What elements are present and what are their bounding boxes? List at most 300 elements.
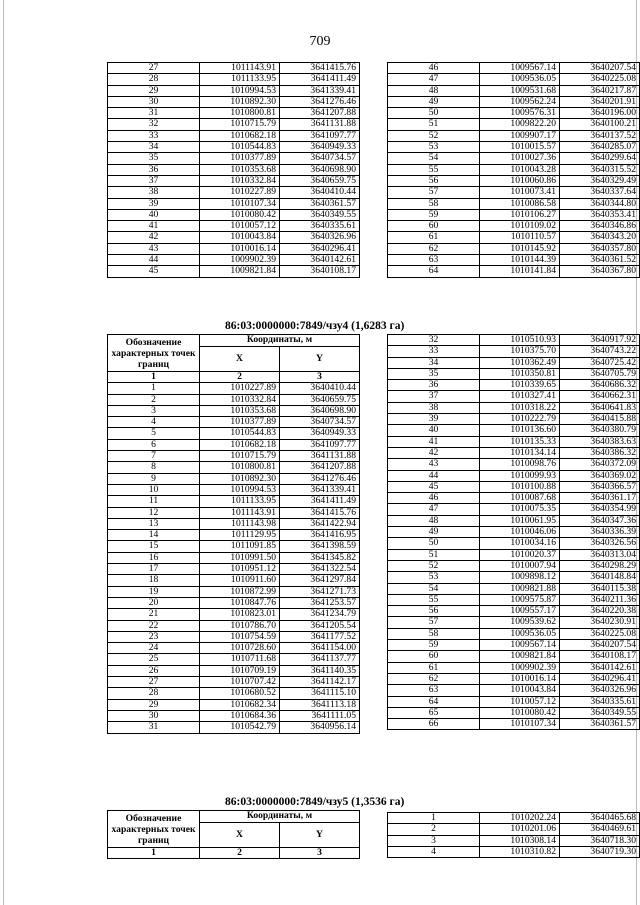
table-row (388, 85, 640, 96)
table-row (108, 383, 360, 394)
coord-x: 1010951.12 (200, 564, 280, 575)
table-row (108, 221, 360, 232)
point-number: 21 (108, 609, 200, 620)
coord-x: 1010332.84 (200, 175, 280, 186)
coord-y: 3641154.00 (280, 643, 360, 654)
point-number: 14 (108, 530, 200, 541)
point-number: 36 (108, 164, 200, 175)
point-number: 20 (108, 597, 200, 608)
point-number: 62 (388, 673, 480, 684)
table-row (388, 617, 640, 628)
coord-x: 1009907.17 (480, 130, 560, 141)
coord-y: 3641097.77 (280, 130, 360, 141)
point-number: 58 (388, 628, 480, 639)
point-number: 47 (388, 504, 480, 515)
coord-x: 1010510.93 (480, 335, 560, 346)
coord-x: 1010707.42 (200, 677, 280, 688)
table-row (108, 108, 360, 119)
coord-x: 1009536.05 (480, 74, 560, 85)
coord-y: 3640410.44 (280, 383, 360, 394)
point-number: 52 (388, 560, 480, 571)
coord-y: 3640196.00 (560, 108, 640, 119)
table-row (388, 527, 640, 538)
table-row (108, 609, 360, 620)
table-row (388, 515, 640, 526)
coord-x: 1010110.57 (480, 232, 560, 243)
table-row (388, 707, 640, 718)
coord-x: 1010043.84 (480, 685, 560, 696)
coord-x: 1009821.88 (480, 583, 560, 594)
point-number: 33 (388, 346, 480, 357)
coord-x: 1010144.39 (480, 255, 560, 266)
coord-x: 1010080.42 (480, 707, 560, 718)
table-row (388, 583, 640, 594)
coord-y: 3640361.17 (560, 493, 640, 504)
coord-x: 1010202.24 (480, 813, 560, 824)
coord-y: 3641140.35 (280, 665, 360, 676)
header-point-label: Обозначение характерных точек границ (108, 811, 200, 848)
coord-y: 3640698.90 (280, 405, 360, 416)
coord-x: 1010034.16 (480, 538, 560, 549)
table-row (388, 96, 640, 107)
point-number: 16 (108, 552, 200, 563)
point-number: 32 (388, 335, 480, 346)
point-number: 30 (108, 710, 200, 721)
coord-x: 1010007.94 (480, 560, 560, 571)
coord-y: 3640335.61 (560, 696, 640, 707)
point-number: 42 (108, 232, 200, 243)
coord-y: 3640137.52 (560, 130, 640, 141)
coord-x: 1010046.06 (480, 527, 560, 538)
coord-x: 1010100.88 (480, 481, 560, 492)
coord-y: 3640372.09 (560, 459, 640, 470)
point-number: 55 (388, 164, 480, 175)
coord-y: 3640201.91 (560, 96, 640, 107)
coord-y: 3641207.88 (280, 108, 360, 119)
coord-y: 3640211.36 (560, 594, 640, 605)
point-number: 18 (108, 575, 200, 586)
coord-y: 3640366.57 (560, 481, 640, 492)
coord-x: 1010107.34 (200, 198, 280, 209)
coord-y: 3640326.96 (280, 232, 360, 243)
table-row (108, 266, 360, 277)
coord-x: 1010711.68 (200, 654, 280, 665)
coord-x: 1009822.20 (480, 119, 560, 130)
coord-x: 1010375.70 (480, 346, 560, 357)
coordinates-table-continued-right (387, 62, 640, 278)
coord-x: 1010098.76 (480, 459, 560, 470)
coord-x: 1010377.89 (200, 417, 280, 428)
point-number: 40 (388, 425, 480, 436)
point-number: 37 (388, 391, 480, 402)
coord-x: 1010684.36 (200, 710, 280, 721)
coord-x: 1010318.22 (480, 402, 560, 413)
table-row (108, 552, 360, 563)
point-number: 2 (108, 394, 200, 405)
coord-y: 3641416.95 (280, 530, 360, 541)
point-number: 62 (388, 243, 480, 254)
coord-y: 3640100.21 (560, 119, 640, 130)
point-number: 48 (388, 515, 480, 526)
coord-y: 3640313.04 (560, 549, 640, 560)
point-number: 30 (108, 96, 200, 107)
coord-y: 3641177.52 (280, 631, 360, 642)
point-number: 51 (388, 119, 480, 130)
coord-x: 1010136.60 (480, 425, 560, 436)
coord-x: 1010016.14 (200, 243, 280, 254)
table-row (108, 654, 360, 665)
point-number: 8 (108, 462, 200, 473)
coord-y: 3640326.56 (560, 538, 640, 549)
table-row (388, 402, 640, 413)
table-row (388, 447, 640, 458)
coord-x: 1010075.35 (480, 504, 560, 515)
point-number: 35 (388, 368, 480, 379)
point-number: 1 (108, 383, 200, 394)
table-row (108, 209, 360, 220)
coord-y: 3640734.57 (280, 417, 360, 428)
point-number: 3 (388, 835, 480, 846)
table-row (108, 153, 360, 164)
point-number: 46 (388, 493, 480, 504)
point-number: 50 (388, 108, 480, 119)
coord-y: 3640225.08 (560, 628, 640, 639)
coord-x: 1010106.27 (480, 209, 560, 220)
header-num-1: 1 (108, 372, 200, 383)
coord-x: 1011091.85 (200, 541, 280, 552)
point-number: 10 (108, 484, 200, 495)
coord-y: 3640949.33 (280, 428, 360, 439)
point-number: 35 (108, 153, 200, 164)
point-number: 64 (388, 266, 480, 277)
table-row (108, 597, 360, 608)
coord-y: 3641276.46 (280, 96, 360, 107)
point-number: 51 (388, 549, 480, 560)
table-row (108, 85, 360, 96)
coord-x: 1010135.33 (480, 436, 560, 447)
header-x: X (200, 346, 280, 371)
coord-x: 1010308.14 (480, 835, 560, 846)
table-row (388, 187, 640, 198)
header-y: Y (280, 822, 360, 847)
point-number: 26 (108, 665, 200, 676)
coord-x: 1011133.95 (200, 496, 280, 507)
point-number: 22 (108, 620, 200, 631)
coord-y: 3640108.17 (280, 266, 360, 277)
coord-y: 3640349.55 (560, 707, 640, 718)
point-number: 43 (108, 243, 200, 254)
header-point-label: Обозначение характерных точек границ (108, 335, 200, 372)
coord-x: 1010057.12 (200, 221, 280, 232)
point-number: 63 (388, 255, 480, 266)
coord-y: 3640336.39 (560, 527, 640, 538)
table-row (108, 142, 360, 153)
table-row (388, 846, 640, 857)
coord-y: 3640917.92 (560, 335, 640, 346)
coord-x: 1010872.99 (200, 586, 280, 597)
coord-y: 3640465.68 (560, 813, 640, 824)
table-row (388, 504, 640, 515)
coord-y: 3641339.41 (280, 484, 360, 495)
coord-y: 3640337.64 (560, 187, 640, 198)
point-number: 63 (388, 685, 480, 696)
coord-x: 1011129.95 (200, 530, 280, 541)
coord-y: 3641207.88 (280, 462, 360, 473)
coord-y: 3640298.29 (560, 560, 640, 571)
coord-x: 1009902.39 (200, 255, 280, 266)
coord-x: 1009539.62 (480, 617, 560, 628)
coord-y: 3640354.99 (560, 504, 640, 515)
table-row (388, 368, 640, 379)
coord-x: 1010222.79 (480, 414, 560, 425)
point-number: 1 (388, 813, 480, 824)
table-row (388, 813, 640, 824)
table-row (388, 835, 640, 846)
table-row (388, 243, 640, 254)
coord-x: 1010353.68 (200, 405, 280, 416)
point-number: 34 (108, 142, 200, 153)
coord-x: 1009898.12 (480, 572, 560, 583)
table-row (388, 538, 640, 549)
table-row (388, 175, 640, 186)
table-row (388, 198, 640, 209)
coord-y: 3640335.61 (280, 221, 360, 232)
coord-x: 1011133.95 (200, 74, 280, 85)
coord-x: 1010544.83 (200, 428, 280, 439)
coord-y: 3640207.54 (560, 640, 640, 651)
table-row (388, 232, 640, 243)
point-number: 33 (108, 130, 200, 141)
coord-y: 3641113.18 (280, 699, 360, 710)
table-row (108, 130, 360, 141)
table-row (388, 335, 640, 346)
point-number: 46 (388, 63, 480, 74)
point-number: 36 (388, 380, 480, 391)
table-row (108, 451, 360, 462)
coord-y: 3640380.79 (560, 425, 640, 436)
point-number: 7 (108, 451, 200, 462)
coord-x: 1009567.14 (480, 640, 560, 651)
coord-x: 1010020.37 (480, 549, 560, 560)
point-number: 54 (388, 153, 480, 164)
coord-x: 1010060.86 (480, 175, 560, 186)
coord-x: 1010680.52 (200, 688, 280, 699)
coord-x: 1010043.28 (480, 164, 560, 175)
coord-y: 3641205.54 (280, 620, 360, 631)
point-number: 37 (108, 175, 200, 186)
table-row (108, 643, 360, 654)
coord-y: 3640361.57 (560, 719, 640, 730)
table-row (388, 142, 640, 153)
point-number: 59 (388, 209, 480, 220)
coord-x: 1009576.31 (480, 108, 560, 119)
coord-x: 1010227.89 (200, 187, 280, 198)
coord-y: 3641415.76 (280, 63, 360, 74)
table-row (388, 425, 640, 436)
table-row (108, 722, 360, 733)
table-row (108, 164, 360, 175)
coord-x: 1010800.81 (200, 108, 280, 119)
table-row (388, 459, 640, 470)
coord-y: 3640662.31 (560, 391, 640, 402)
point-number: 25 (108, 654, 200, 665)
coord-y: 3641411.49 (280, 496, 360, 507)
table-row (388, 153, 640, 164)
coord-y: 3640220.38 (560, 606, 640, 617)
point-number: 61 (388, 232, 480, 243)
point-number: 27 (108, 63, 200, 74)
table-row (108, 699, 360, 710)
point-number: 58 (388, 198, 480, 209)
coord-x: 1009562.24 (480, 96, 560, 107)
table-row (388, 824, 640, 835)
coord-x: 1010892.30 (200, 473, 280, 484)
table-row (108, 96, 360, 107)
point-number: 52 (388, 130, 480, 141)
coord-x: 1009557.17 (480, 606, 560, 617)
table-row (388, 119, 640, 130)
point-number: 4 (108, 417, 200, 428)
coord-y: 3640142.61 (280, 255, 360, 266)
point-number: 42 (388, 447, 480, 458)
table-row (388, 572, 640, 583)
coord-x: 1010544.83 (200, 142, 280, 153)
point-number: 40 (108, 209, 200, 220)
point-number: 60 (388, 221, 480, 232)
coord-y: 3640410.44 (280, 187, 360, 198)
table-row (388, 255, 640, 266)
table-row (388, 164, 640, 175)
table-row (388, 685, 640, 696)
point-number: 44 (388, 470, 480, 481)
table-row (388, 391, 640, 402)
coord-y: 3640415.88 (560, 414, 640, 425)
coord-x: 1010377.89 (200, 153, 280, 164)
point-number: 41 (388, 436, 480, 447)
coord-y: 3640299.64 (560, 153, 640, 164)
point-number: 39 (108, 198, 200, 209)
coord-y: 3640217.87 (560, 85, 640, 96)
coord-x: 1011143.91 (200, 63, 280, 74)
coord-y: 3640344.80 (560, 198, 640, 209)
coordinates-table-continued-left (107, 62, 360, 278)
point-number: 29 (108, 699, 200, 710)
table-row (108, 243, 360, 254)
coord-y: 3641271.73 (280, 586, 360, 597)
table-row (108, 417, 360, 428)
plot4-coordinates-table-right (387, 334, 640, 730)
coord-x: 1009536.05 (480, 628, 560, 639)
header-y: Y (280, 346, 360, 371)
coord-y: 3641137.77 (280, 654, 360, 665)
coord-y: 3641131.88 (280, 119, 360, 130)
coord-y: 3641339.41 (280, 85, 360, 96)
point-number: 57 (388, 187, 480, 198)
point-number: 11 (108, 496, 200, 507)
coord-y: 3640315.52 (560, 164, 640, 175)
point-number: 64 (388, 696, 480, 707)
point-number: 27 (108, 677, 200, 688)
plot5-coordinates-table-right (387, 812, 640, 858)
coord-y: 3640326.96 (560, 685, 640, 696)
table-row (108, 63, 360, 74)
coord-x: 1010109.02 (480, 221, 560, 232)
coord-y: 3641253.57 (280, 597, 360, 608)
coord-y: 3641415.76 (280, 507, 360, 518)
table-row (388, 266, 640, 277)
coord-y: 3641345.82 (280, 552, 360, 563)
table-row (388, 560, 640, 571)
table-row (388, 63, 640, 74)
table-row (108, 473, 360, 484)
coord-y: 3641411.49 (280, 74, 360, 85)
table-row (388, 221, 640, 232)
coord-x: 1010327.41 (480, 391, 560, 402)
table-row (388, 414, 640, 425)
coord-y: 3640329.49 (560, 175, 640, 186)
point-number: 34 (388, 357, 480, 368)
table-row (108, 518, 360, 529)
table-row (388, 606, 640, 617)
coord-y: 3640956.14 (280, 722, 360, 733)
coord-x: 1010227.89 (200, 383, 280, 394)
coord-x: 1010201.06 (480, 824, 560, 835)
point-number: 49 (388, 527, 480, 538)
header-num-3: 3 (280, 372, 360, 383)
table-row (388, 640, 640, 651)
coord-y: 3641422.94 (280, 518, 360, 529)
coord-y: 3641234.79 (280, 609, 360, 620)
point-number: 24 (108, 643, 200, 654)
point-number: 15 (108, 541, 200, 552)
table-row (388, 470, 640, 481)
coord-y: 3640383.63 (560, 436, 640, 447)
page-edge-left (3, 0, 4, 905)
coord-x: 1010994.53 (200, 484, 280, 495)
coord-y: 3640115.38 (560, 583, 640, 594)
table-row (108, 462, 360, 473)
plot5-title: 86:03:0000000:7849/чзу5 (1,3536 га) (225, 796, 405, 808)
point-number: 44 (108, 255, 200, 266)
coord-y: 3640698.90 (280, 164, 360, 175)
plot4-coordinates-table-left (107, 334, 360, 734)
coord-y: 3640349.55 (280, 209, 360, 220)
coord-y: 3641142.17 (280, 677, 360, 688)
point-number: 12 (108, 507, 200, 518)
point-number: 39 (388, 414, 480, 425)
coord-y: 3640386.32 (560, 447, 640, 458)
coord-x: 1010715.79 (200, 451, 280, 462)
coord-x: 1010682.18 (200, 439, 280, 450)
point-number: 23 (108, 631, 200, 642)
point-number: 59 (388, 640, 480, 651)
coord-x: 1010107.34 (480, 719, 560, 730)
coord-x: 1010027.36 (480, 153, 560, 164)
header-num-2: 2 (200, 848, 280, 859)
point-number: 19 (108, 586, 200, 597)
table-row (108, 175, 360, 186)
coord-y: 3640225.08 (560, 74, 640, 85)
coord-y: 3640743.22 (560, 346, 640, 357)
coord-x: 1010847.76 (200, 597, 280, 608)
coord-y: 3640207.54 (560, 63, 640, 74)
table-row (108, 631, 360, 642)
header-num-1: 1 (108, 848, 200, 859)
table-row (388, 346, 640, 357)
point-number: 32 (108, 119, 200, 130)
table-row (108, 575, 360, 586)
point-number: 60 (388, 651, 480, 662)
